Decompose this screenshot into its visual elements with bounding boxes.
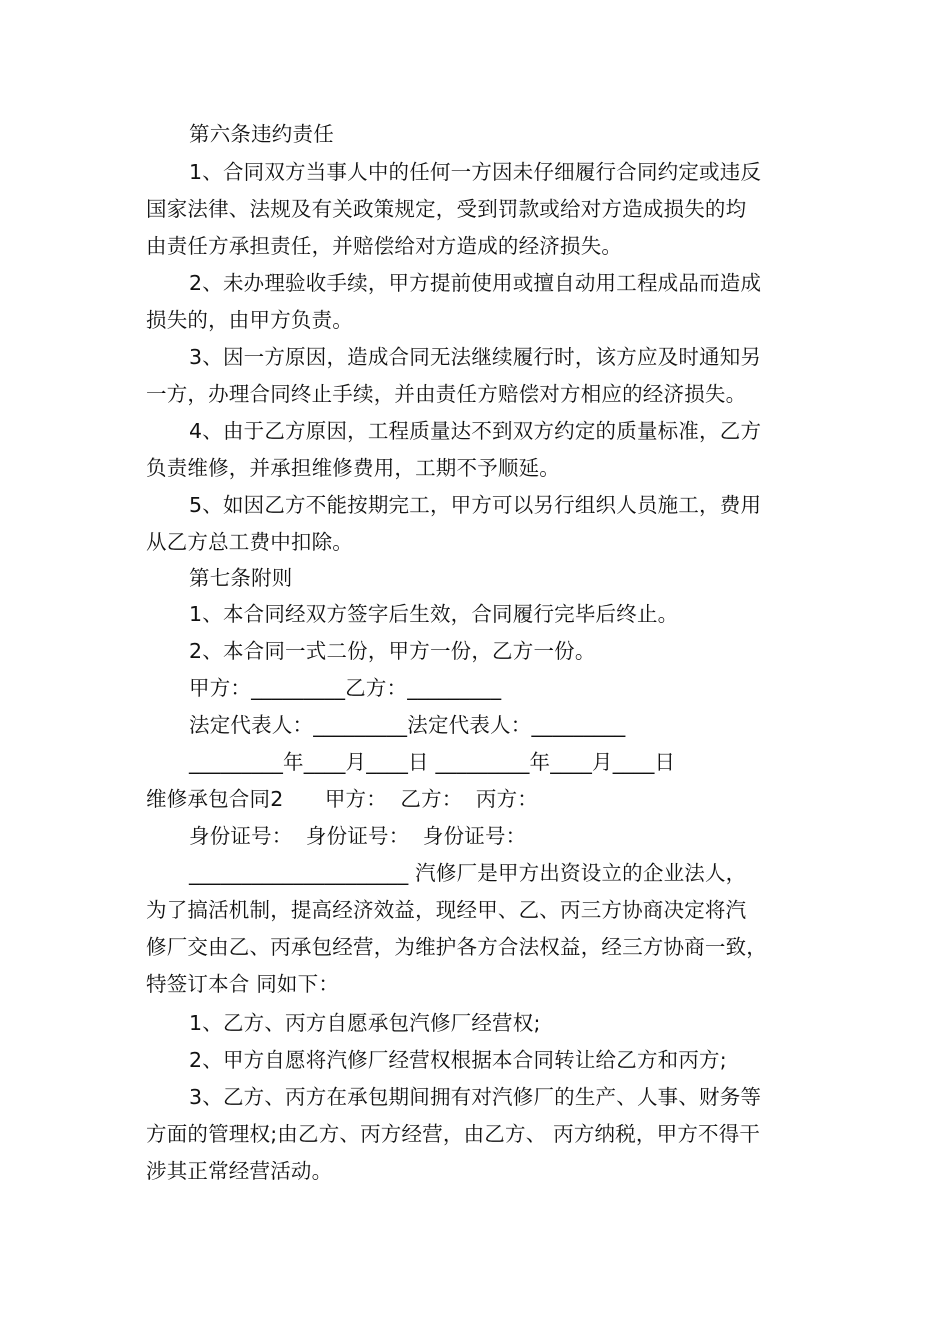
id-number-line: 身份证号： 身份证号： 身份证号： [189,824,527,848]
signature-representatives-line: 法定代表人：_________法定代表人：_________ [189,713,626,737]
paragraph-line: 方面的管理权;由乙方、丙方经营，由乙方、 丙方纳税，甲方不得干 [146,1122,761,1146]
paragraph-line: 涉其正常经营活动。 [146,1159,333,1183]
paragraph-line: 1、乙方、丙方自愿承包汽修厂经营权; [189,1011,541,1035]
paragraph-line: 负责维修，并承担维修费用，工期不予顺延。 [146,456,560,480]
paragraph-line: 2、甲方自愿将汽修厂经营权根据本合同转让给乙方和丙方; [189,1048,727,1072]
paragraph-line: 一方，办理合同终止手续，并由责任方赔偿对方相应的经济损失。 [146,382,747,406]
paragraph-line: 3、乙方、丙方在承包期间拥有对汽修厂的生产、人事、财务等 [189,1085,762,1109]
paragraph-line: 3、因一方原因，造成合同无法继续履行时，该方应及时通知另 [189,345,762,369]
paragraph-line: 4、由于乙方原因，工程质量达不到双方约定的质量标准，乙方 [189,419,762,443]
paragraph-line: _____________________ 汽修厂是甲方出资设立的企业法人， [189,861,747,885]
paragraph-line: 由责任方承担责任，并赔偿给对方造成的经济损失。 [146,234,623,258]
signature-date-line: _________年____月____日 _________年____月____日 [189,750,676,774]
paragraph-line: 2、未办理验收手续，甲方提前使用或擅自动用工程成品而造成 [189,271,762,295]
paragraph-line: 2、本合同一式二份，甲方一份，乙方一份。 [189,639,596,663]
paragraph-line: 损失的，由甲方负责。 [146,308,353,332]
article-7-heading: 第七条附则 [189,566,293,590]
contract-2-title-line: 维修承包合同2 甲方： 乙方： 丙方： [146,787,539,811]
paragraph-line: 1、本合同经双方签字后生效，合同履行完毕后终止。 [189,602,679,626]
paragraph-line: 1、合同双方当事人中的任何一方因未仔细履行合同约定或违反 [189,160,762,184]
paragraph-line: 5、如因乙方不能按期完工，甲方可以另行组织人员施工，费用 [189,493,762,517]
signature-parties-line: 甲方：_________乙方：_________ [189,676,502,700]
paragraph-line: 从乙方总工费中扣除。 [146,530,353,554]
paragraph-line: 特签订本合 同如下： [146,972,340,996]
paragraph-line: 为了搞活机制，提高经济效益，现经甲、乙、丙三方协商决定将汽 [146,898,747,922]
article-6-heading: 第六条违约责任 [189,122,334,146]
paragraph-line: 国家法律、法规及有关政策规定，受到罚款或给对方造成损失的均 [146,197,747,221]
paragraph-line: 修厂交由乙、丙承包经营，为维护各方合法权益，经三方协商一致， [146,935,767,959]
